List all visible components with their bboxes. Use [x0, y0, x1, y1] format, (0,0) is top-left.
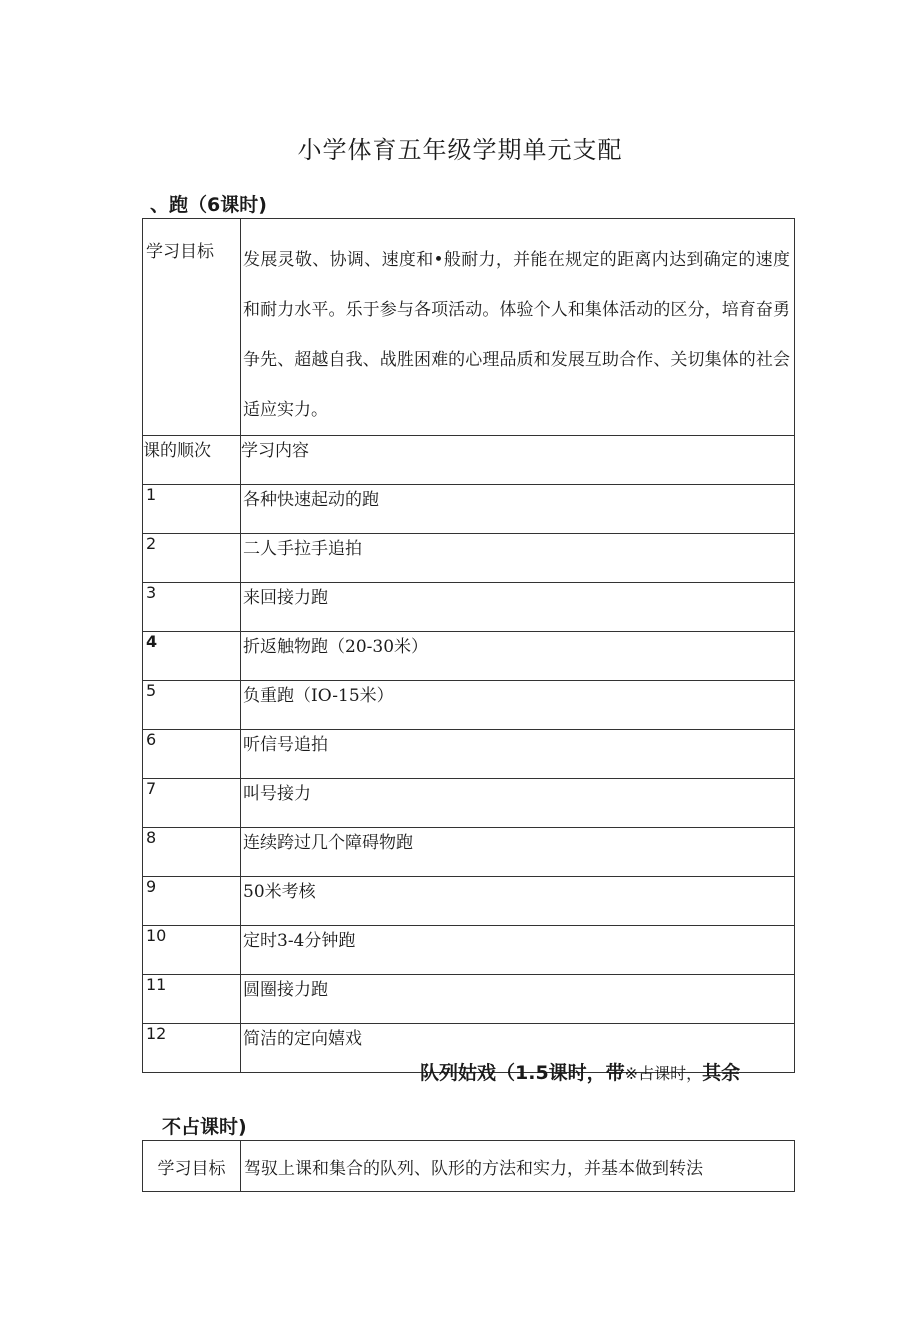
table-header-row [143, 436, 795, 485]
lesson-number: 4 [143, 632, 241, 681]
formation-unit-table [142, 1140, 795, 1192]
lesson-content: 二人手拉手追拍 [241, 534, 795, 583]
section-heading-formation-cont: 不占课时) [162, 1116, 247, 1138]
lesson-content: 折返触物跑（20-30米） [241, 632, 795, 681]
formation-heading-part-a: 队列姑戏（1.5课时，带 [420, 1062, 625, 1084]
lesson-content: 来回接力跑 [241, 583, 795, 632]
col-header-order: 课的顺次 [143, 436, 241, 485]
lesson-content: 圆圈接力跑 [241, 975, 795, 1024]
goal-text: 发展灵敬、协调、速度和•般耐力，并能在规定的距离内达到确定的速度和耐力水平。乐于参与各项活动。体验个人和集体活动的区分，培育奋勇争先、超越自我、战胜困难的心理品质和发展互助合作、关切集体的社会适应实力。 [241, 219, 795, 436]
table-row [143, 975, 795, 1024]
lesson-number: 2 [143, 534, 241, 583]
goal-row [143, 219, 795, 436]
lesson-number: 10 [143, 926, 241, 975]
lesson-number: 8 [143, 828, 241, 877]
goal-row [143, 1141, 795, 1192]
lesson-content: 定时3-4分钟跑 [241, 926, 795, 975]
formation-heading-part-c: 其余 [702, 1062, 741, 1084]
table-row [143, 583, 795, 632]
goal-label: 学习目标 [143, 219, 241, 436]
section-heading-formation [420, 1058, 740, 1085]
formation-heading-part-b: ※占课时， [624, 1064, 703, 1083]
section-heading-running: 、跑（6课时) [150, 194, 267, 216]
table-row [143, 485, 795, 534]
table-row [143, 534, 795, 583]
table-row [143, 681, 795, 730]
table-row [143, 730, 795, 779]
lesson-number: 7 [143, 779, 241, 828]
table-row [143, 779, 795, 828]
lesson-number: 3 [143, 583, 241, 632]
running-unit-table [142, 218, 795, 1073]
table-row [143, 877, 795, 926]
lesson-number: 5 [143, 681, 241, 730]
lesson-number: 9 [143, 877, 241, 926]
goal-label: 学习目标 [143, 1141, 241, 1192]
table-row [143, 828, 795, 877]
lesson-content: 50米考核 [241, 877, 795, 926]
table-row [143, 926, 795, 975]
lesson-number: 6 [143, 730, 241, 779]
lesson-content: 连续跨过几个障碍物跑 [241, 828, 795, 877]
page-title: 小学体育五年级学期单元支配 [297, 136, 623, 164]
lesson-content: 听信号追拍 [241, 730, 795, 779]
goal-text: 驾驭上课和集合的队列、队形的方法和实力，并基本做到转法 [241, 1141, 795, 1192]
lesson-number: 11 [143, 975, 241, 1024]
col-header-content: 学习内容 [241, 436, 795, 485]
lesson-content: 各种快速起动的跑 [241, 485, 795, 534]
lesson-content: 叫号接力 [241, 779, 795, 828]
lesson-content: 简洁的定向嬉戏 [241, 1024, 795, 1073]
lesson-content: 负重跑（IO-15米） [241, 681, 795, 730]
table-row [143, 632, 795, 681]
lesson-number: 1 [143, 485, 241, 534]
lesson-number: 12 [143, 1024, 241, 1073]
